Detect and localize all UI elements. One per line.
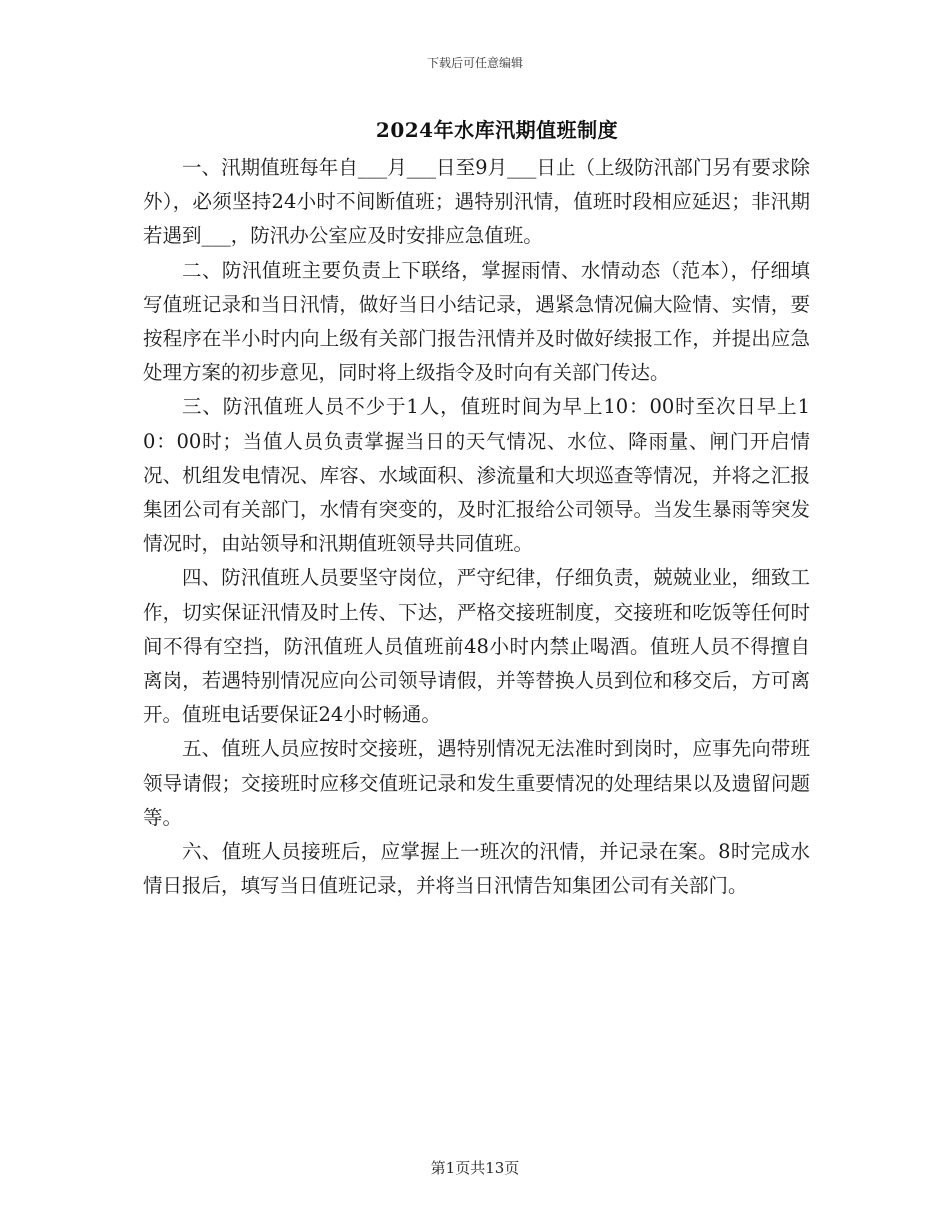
paragraph-2: 二、防汛值班主要负责上下联络，掌握雨情、水情动态（范本），仔细填写值班记录和当日汛情，做好当日小结记录，遇紧急情况偏大险情、实情，要按程序在半小时内向上级有关部门报告汛情并及时做好续报工作，并提出应急处理方案的初步意见，同时将上级指令及时向有关部门传达。 (143, 258, 810, 385)
page-number: 第1页共13页 (430, 1159, 520, 1177)
paragraph-4: 四、防汛值班人员要坚守岗位，严守纪律，仔细负责，兢兢业业，细致工作，切实保证汛情及时上传、下达，严格交接班制度，交接班和吃饭等任何时间不得有空挡，防汛值班人员值班前48小时内禁止喝酒。值班人员不得擅自离岗，若遇特别情况应向公司领导请假，并等替换人员到位和移交后，方可离开。值班电话要保证24小时畅通。 (143, 566, 810, 727)
paragraph-5: 五、值班人员应按时交接班，遇特别情况无法准时到岗时，应事先向带班领导请假；交接班时应移交值班记录和发生重要情况的处理结果以及遗留问题等。 (143, 737, 810, 829)
document-body (143, 151, 810, 903)
paragraph-3: 三、防汛值班人员不少于1人，值班时间为早上10：00时至次日早上10：00时；当值人员负责掌握当日的天气情况、水位、降雨量、闸门开启情况、机组发电情况、库容、水域面积、渗流量和大坝巡查等情况，并将之汇报集团公司有关部门，水情有突变的，及时汇报给公司领导。当发生暴雨等突发情况时，由站领导和汛期值班领导共同值班。 (143, 395, 810, 556)
paragraph-1: 一、汛期值班每年自___月___日至9月___日止（上级防汛部门另有要求除外），必须坚持24小时不间断值班；遇特别汛情，值班时段相应延迟；非汛期若遇到___，防汛办公室应及时安排应急值班。 (143, 156, 810, 248)
document-title: 2024年水库汛期值班制度 (375, 118, 619, 142)
paragraph-6: 六、值班人员接班后，应掌握上一班次的汛情，并记录在案。8时完成水情日报后，填写当日值班记录，并将当日汛情告知集团公司有关部门。 (143, 840, 810, 898)
page-header-note: 下载后可任意编辑 (426, 56, 523, 70)
